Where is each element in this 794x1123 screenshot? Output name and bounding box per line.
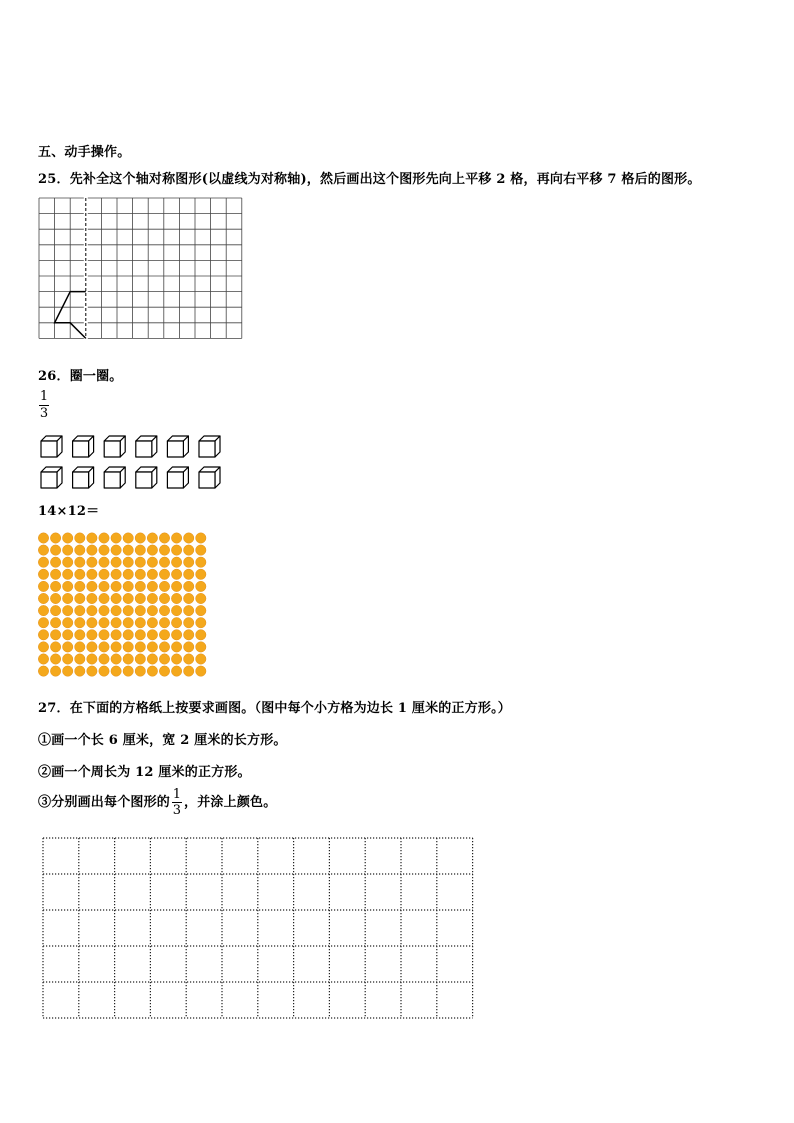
item-3-numerator: 1: [172, 787, 182, 802]
question-27-item-1: ①画一个长 6 厘米，宽 2 厘米的长方形。: [38, 733, 287, 748]
question-26-title: 26．圈一圈。: [38, 369, 123, 384]
question-27-item-2: ②画一个周长为 12 厘米的正方形。: [38, 765, 251, 780]
item-3-text-after: ，并涂上颜色。: [184, 795, 277, 810]
question-25-text: 25．先补全这个轴对称图形(以虚线为对称轴)，然后画出这个图形先向上平移 2 格，再向右平移 7 格后的图形。: [38, 172, 701, 187]
question-27-title: 27．在下面的方格纸上按要求画图。（图中每个小方格为边长 1 厘米的正方形。）: [38, 701, 511, 716]
multiplication-expression: 14×12＝: [38, 504, 100, 519]
fraction-denominator: 3: [39, 406, 49, 421]
fraction-numerator: 1: [39, 389, 49, 404]
section-title: 五、动手操作。: [38, 145, 131, 160]
item-3-text-before: ③分别画出每个图形的: [38, 795, 171, 810]
item-3-denominator: 3: [172, 803, 182, 818]
